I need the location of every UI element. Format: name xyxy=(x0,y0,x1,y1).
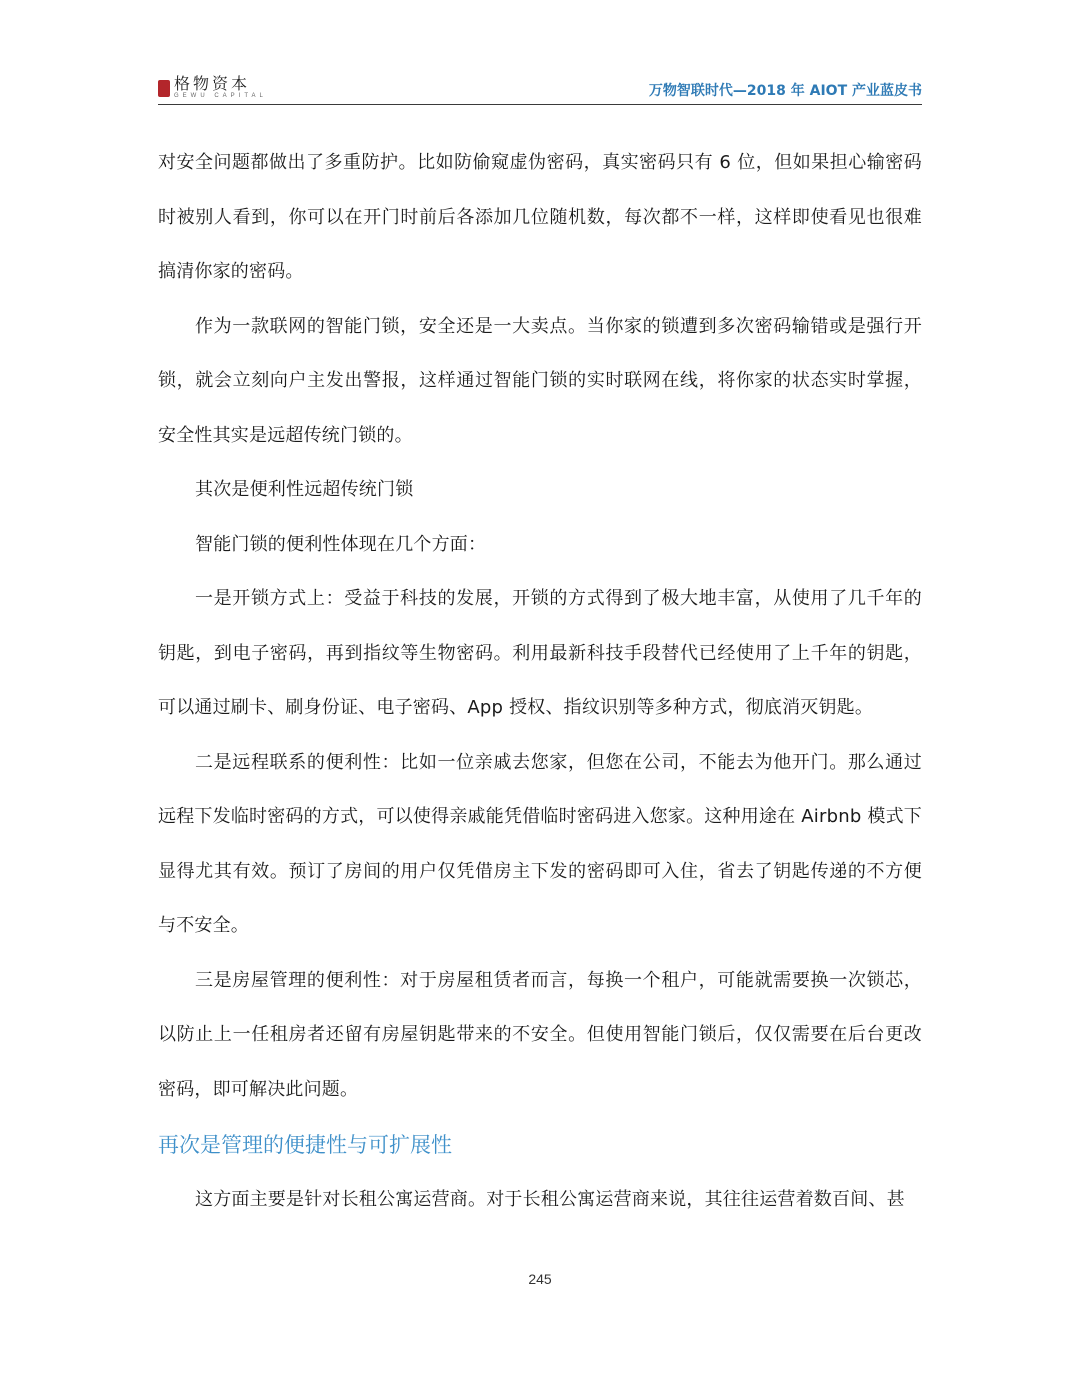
company-logo xyxy=(158,76,267,102)
paragraph-3: 其次是便利性远超传统门锁 xyxy=(195,479,414,500)
paragraph-7: 三是房屋管理的便利性：对于房屋租赁者而言，每换一个租户，可能就需要换一次锁芯，以防止上一任租房者还留有房屋钥匙带来的不安全。但使用智能门锁后，仅仅需要在后台更改密码，即可解决此问题。 xyxy=(158,969,922,1100)
header-report-title: 万物智联时代—2018 年 AIOT 产业蓝皮书 xyxy=(648,83,922,99)
paragraph-final: 这方面主要是针对长租公寓运营商。对于长租公寓运营商来说，其往往运营着数百间、甚 xyxy=(195,1189,905,1210)
logo-text xyxy=(174,76,267,99)
paragraph-1: 对安全问题都做出了多重防护。比如防偷窥虚伪密码，真实密码只有 6 位，但如果担心输密码时被别人看到，你可以在开门时前后各添加几位随机数，每次都不一样，这样即使看见也很难搞清你家的密码。 xyxy=(158,152,922,282)
logo-english-name: GEWU CAPITAL xyxy=(174,93,267,99)
logo-seal-icon xyxy=(158,80,170,97)
section-heading: 再次是管理的便捷性与可扩展性 xyxy=(158,1133,452,1157)
page-number: 245 xyxy=(528,1271,552,1287)
page-body xyxy=(158,136,922,1228)
paragraph-5: 一是开锁方式上：受益于科技的发展，开锁的方式得到了极大地丰富，从使用了几千年的钥匙，到电子密码，再到指纹等生物密码。利用最新科技手段替代已经使用了上千年的钥匙，可以通过刷卡、刷身份证、电子密码、App 授权、指纹识别等多种方式，彻底消灭钥匙。 xyxy=(158,588,922,718)
paragraph-2: 作为一款联网的智能门锁，安全还是一大卖点。当你家的锁遭到多次密码输错或是强行开锁，就会立刻向户主发出警报，这样通过智能门锁的实时联网在线，将你家的状态实时掌握，安全性其实是远超传统门锁的。 xyxy=(158,315,922,446)
page-header xyxy=(158,72,922,105)
paragraph-6: 二是远程联系的便利性：比如一位亲戚去您家，但您在公司，不能去为他开门。那么通过远程下发临时密码的方式，可以使得亲戚能凭借临时密码进入您家。这种用途在 Airbnb 模式下显得尤其有效。预订了房间的用户仅凭借房主下发的密码即可入住，省去了钥匙传递的不方便与不安全。 xyxy=(158,751,922,936)
logo-chinese-name: 格物资本 xyxy=(174,74,251,93)
paragraph-4: 智能门锁的便利性体现在几个方面： xyxy=(195,533,487,555)
